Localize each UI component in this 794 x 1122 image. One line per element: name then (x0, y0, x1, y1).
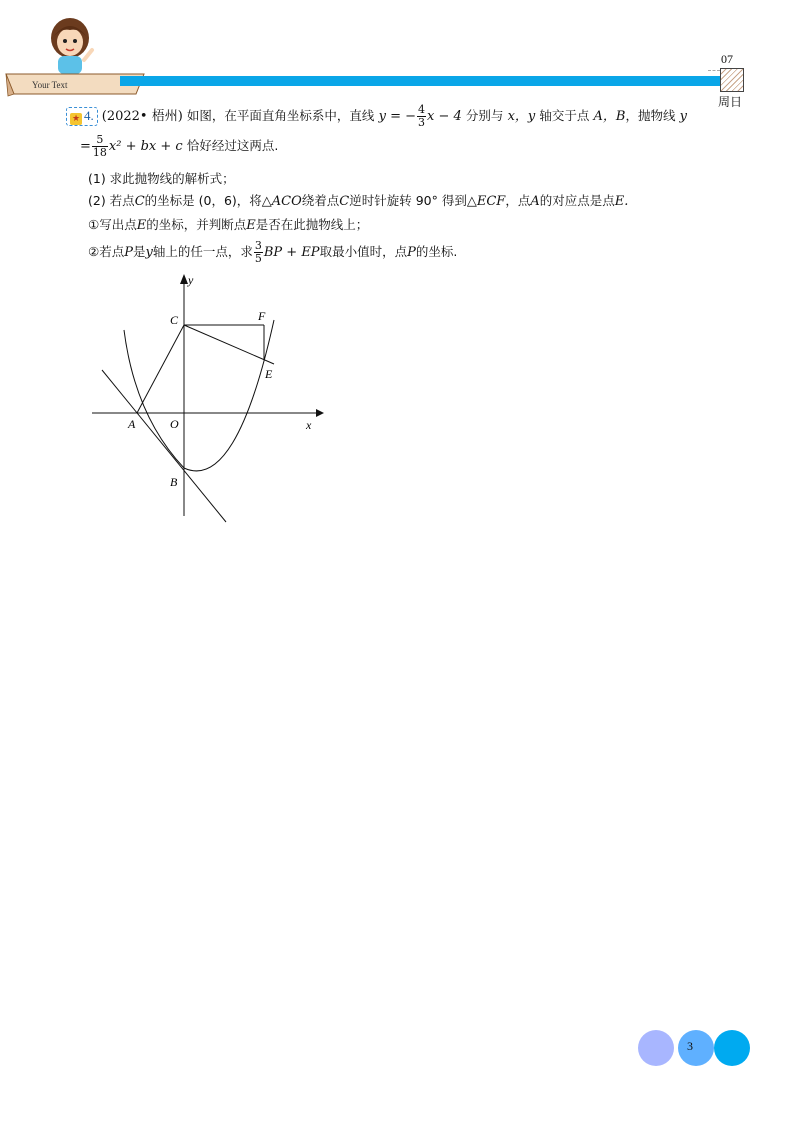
coordinate-figure (88, 270, 328, 530)
ribbon-text: Your Text (32, 80, 68, 90)
line-ab (102, 370, 226, 522)
math-expr: x² + bx + c (108, 139, 183, 154)
label-e: E (265, 367, 273, 381)
question-1: (1) 求此抛物线的解析式； (88, 171, 235, 186)
label-y: y (188, 273, 194, 287)
question-2-sub-1: ①写出点E的坐标，并判断点E是否在此抛物线上； (88, 217, 369, 233)
math-var: y (378, 109, 386, 124)
teacher-avatar-icon (48, 16, 112, 80)
stem-text: 如图，在平面直角坐标系中，直线 (186, 108, 375, 123)
label-o: O (170, 417, 179, 431)
flame-icon: ★ (71, 114, 81, 124)
problem-line-1 (66, 104, 687, 129)
stem-text: 恰好经过这两点. (186, 138, 279, 153)
stem-text: 轴交于点 (539, 108, 590, 123)
issue-number: 07 (721, 52, 733, 66)
label-a: A (128, 417, 136, 431)
math-var: A，B (593, 109, 626, 124)
question-2: (2) 若点C的坐标是 (0，6)，将△ACO绕着点C逆时针旋转 90° 得到△ECF，点A的对应点是点E. (88, 193, 629, 209)
problem-source: (2022• 梧州) (101, 109, 183, 124)
pager-dot-left (638, 1030, 674, 1066)
stem-text: 分别与 (465, 108, 504, 123)
header-dashed-line (708, 70, 720, 71)
problem-number-badge: ★ 4. (66, 107, 98, 126)
y-axis-arrow-icon (180, 274, 188, 284)
page-indicator (636, 1028, 754, 1072)
page-number: 3 (687, 1039, 693, 1053)
header-accent-bar (120, 76, 720, 86)
pager-dot-middle (678, 1030, 714, 1066)
math-op: = (80, 139, 91, 154)
fraction-5-18: $\frac{5}{18}$ (92, 133, 107, 159)
math-op: = − (385, 109, 416, 124)
label-c: C (170, 313, 179, 327)
segment-ac (137, 325, 184, 413)
pager-dot-right (714, 1030, 750, 1066)
x-axis-arrow-icon (316, 409, 324, 417)
hatched-box-icon (720, 68, 744, 92)
problem-line-2 (80, 134, 278, 159)
question-2-sub-2: ②若点P是y轴上的任一点，求 $\frac{3}{5}$ BP + EP取最小值时，点P的坐标. (88, 239, 458, 265)
label-x: x (306, 418, 312, 432)
math-var: y (679, 109, 688, 124)
label-f: F (258, 309, 266, 323)
math-expr: x − 4 (427, 109, 462, 124)
segment-ce (184, 325, 274, 364)
math-var: x，y (507, 109, 536, 124)
stem-text: ，抛物线 (625, 108, 676, 123)
fraction-3-5: $\frac{3}{5}$ (254, 239, 262, 265)
day-label: 周日 (718, 95, 743, 109)
fraction-4-3: $\frac{4}{3}$ (418, 103, 425, 129)
label-b: B (170, 475, 178, 489)
